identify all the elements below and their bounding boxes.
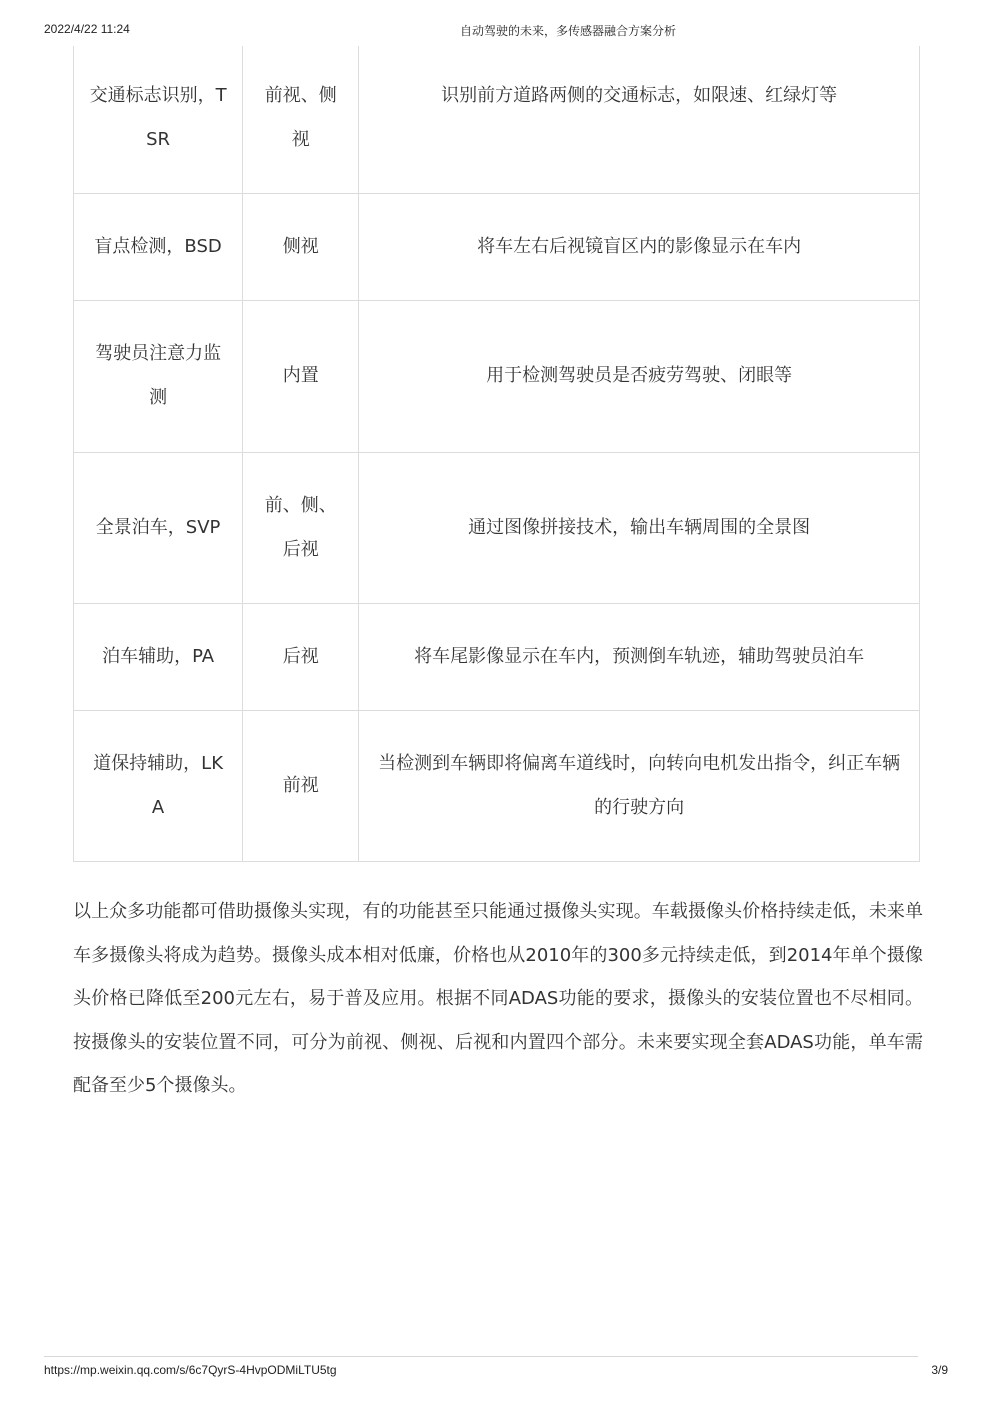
table-row bbox=[74, 46, 920, 193]
page-number: 3/9 bbox=[931, 1363, 948, 1377]
table-row bbox=[74, 193, 920, 300]
table-row bbox=[74, 603, 920, 710]
description-cell: 将车尾影像显示在车内，预测倒车轨迹，辅助驾驶员泊车 bbox=[359, 603, 920, 710]
adas-camera-function-table bbox=[73, 46, 920, 862]
position-cell: 后视 bbox=[243, 603, 359, 710]
function-cell: 道保持辅助，LKA bbox=[74, 710, 243, 861]
function-cell: 盲点检测，BSD bbox=[74, 193, 243, 300]
position-cell: 前、侧、后视 bbox=[243, 452, 359, 603]
function-cell: 全景泊车，SVP bbox=[74, 452, 243, 603]
description-cell: 将车左右后视镜盲区内的影像显示在车内 bbox=[359, 193, 920, 300]
function-cell: 泊车辅助，PA bbox=[74, 603, 243, 710]
description-cell: 当检测到车辆即将偏离车道线时，向转向电机发出指令，纠正车辆的行驶方向 bbox=[359, 710, 920, 861]
position-cell: 内置 bbox=[243, 300, 359, 452]
page-title: 自动驾驶的未来，多传感器融合方案分析 bbox=[459, 24, 676, 38]
table-row bbox=[74, 710, 920, 861]
table-row bbox=[74, 300, 920, 452]
function-cell: 交通标志识别，TSR bbox=[74, 46, 243, 193]
description-cell: 通过图像拼接技术，输出车辆周围的全景图 bbox=[359, 452, 920, 603]
description-cell: 用于检测驾驶员是否疲劳驾驶、闭眼等 bbox=[359, 300, 920, 452]
description-cell: 识别前方道路两侧的交通标志，如限速、红绿灯等 bbox=[359, 46, 920, 193]
position-cell: 前视、侧视 bbox=[243, 46, 359, 193]
footer-divider bbox=[44, 1356, 918, 1357]
position-cell: 侧视 bbox=[243, 193, 359, 300]
table-row bbox=[74, 452, 920, 603]
function-cell: 驾驶员注意力监测 bbox=[74, 300, 243, 452]
print-datetime: 2022/4/22 11:24 bbox=[44, 22, 130, 36]
body-paragraph: 以上众多功能都可借助摄像头实现，有的功能甚至只能通过摄像头实现。车载摄像头价格持续走低，未来单车多摄像头将成为趋势。摄像头成本相对低廉，价格也从2010年的300多元持续走低，到2014年单个摄像头价格已降低至200元左右，易于普及应用。根据不同ADAS功能的要求，摄像头的安装位置也不尽相同。按摄像头的安装位置不同，可分为前视、侧视、后视和内置四个部分。未来要实现全套ADAS功能，单车需配备至少5个摄像头。 bbox=[73, 901, 923, 1096]
source-url[interactable]: https://mp.weixin.qq.com/s/6c7QyrS-4HvpODMiLTU5tg bbox=[44, 1363, 337, 1377]
position-cell: 前视 bbox=[243, 710, 359, 861]
